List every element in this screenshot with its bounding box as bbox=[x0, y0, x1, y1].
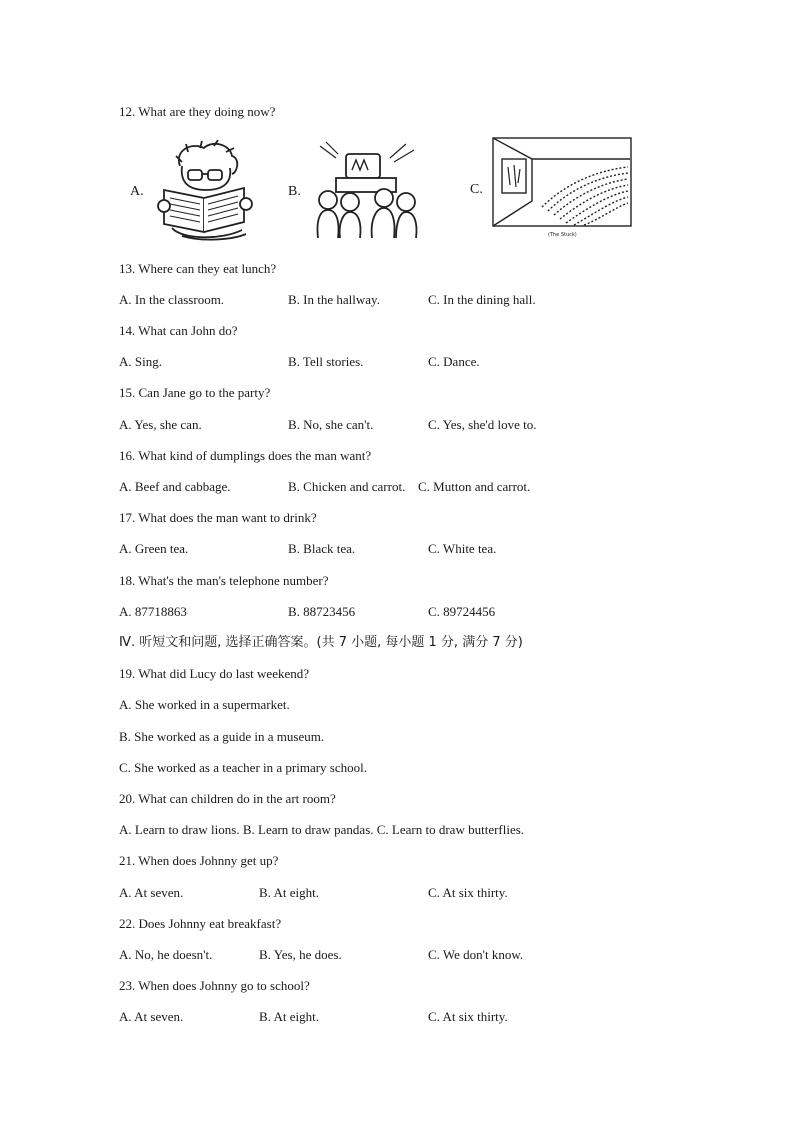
option-b-label: B. bbox=[288, 184, 301, 199]
q22-option-a: A. No, he doesn't. bbox=[119, 947, 213, 962]
question-15: 15. Can Jane go to the party? bbox=[119, 385, 271, 400]
q15-option-b: B. No, she can't. bbox=[288, 417, 374, 432]
q23-option-a: A. At seven. bbox=[119, 1009, 184, 1024]
q19-option-b: B. She worked as a guide in a museum. bbox=[119, 729, 325, 744]
question-22: 22. Does Johnny eat breakfast? bbox=[119, 916, 282, 931]
q16-option-c: C. Mutton and carrot. bbox=[418, 479, 531, 494]
q21-option-b: B. At eight. bbox=[259, 885, 319, 900]
q23-option-c: C. At six thirty. bbox=[428, 1009, 508, 1024]
q16-option-b: B. Chicken and carrot. bbox=[288, 479, 406, 494]
q13-option-c: C. In the dining hall. bbox=[428, 292, 536, 307]
q17-option-a: A. Green tea. bbox=[119, 541, 189, 556]
q21-option-a: A. At seven. bbox=[119, 885, 184, 900]
q19-option-a: A. She worked in a supermarket. bbox=[119, 697, 290, 712]
q17-option-c: C. White tea. bbox=[428, 541, 497, 556]
q13-option-b: B. In the hallway. bbox=[288, 292, 380, 307]
q14-option-a: A. Sing. bbox=[119, 354, 162, 369]
q18-option-b: B. 88723456 bbox=[288, 604, 356, 619]
q19-option-c: C. She worked as a teacher in a primary school. bbox=[119, 760, 368, 775]
q20-options: A. Learn to draw lions. B. Learn to draw pandas. C. Learn to draw butterflies. bbox=[119, 822, 525, 837]
question-19: 19. What did Lucy do last weekend? bbox=[119, 666, 310, 681]
question-12: 12. What are they doing now? bbox=[119, 104, 276, 119]
question-13: 13. Where can they eat lunch? bbox=[119, 261, 277, 276]
question-23: 23. When does Johnny go to school? bbox=[119, 978, 310, 993]
option-a-label: A. bbox=[130, 184, 144, 199]
question-17: 17. What does the man want to drink? bbox=[119, 510, 317, 525]
q16-option-a: A. Beef and cabbage. bbox=[119, 479, 231, 494]
q15-option-a: A. Yes, she can. bbox=[119, 417, 202, 432]
q21-option-c: C. At six thirty. bbox=[428, 885, 508, 900]
q18-option-a: A. 87718863 bbox=[119, 604, 187, 619]
q22-option-b: B. Yes, he does. bbox=[259, 947, 342, 962]
option-c-label: C. bbox=[470, 182, 483, 197]
question-20: 20. What can children do in the art room? bbox=[119, 791, 336, 806]
q22-option-c: C. We don't know. bbox=[428, 947, 524, 962]
question-16: 16. What kind of dumplings does the man want? bbox=[119, 448, 372, 463]
q18-option-c: C. 89724456 bbox=[428, 604, 496, 619]
cinema-hall-picture bbox=[492, 137, 632, 241]
watching-tv-picture bbox=[306, 140, 430, 242]
q13-option-a: A. In the classroom. bbox=[119, 292, 225, 307]
q17-option-b: B. Black tea. bbox=[288, 541, 356, 556]
picture-caption: (The Stuck) bbox=[548, 232, 577, 238]
q14-option-b: B. Tell stories. bbox=[288, 354, 364, 369]
q15-option-c: C. Yes, she'd love to. bbox=[428, 417, 537, 432]
section-4-heading: Ⅳ. 听短文和问题, 选择正确答案。(共 7 小题, 每小题 1 分, 满分 7 分) bbox=[119, 635, 523, 650]
question-21: 21. When does Johnny get up? bbox=[119, 853, 279, 868]
q23-option-b: B. At eight. bbox=[259, 1009, 319, 1024]
reading-book-picture bbox=[152, 140, 262, 242]
q14-option-c: C. Dance. bbox=[428, 354, 480, 369]
question-18: 18. What's the man's telephone number? bbox=[119, 573, 329, 588]
question-14: 14. What can John do? bbox=[119, 323, 238, 338]
